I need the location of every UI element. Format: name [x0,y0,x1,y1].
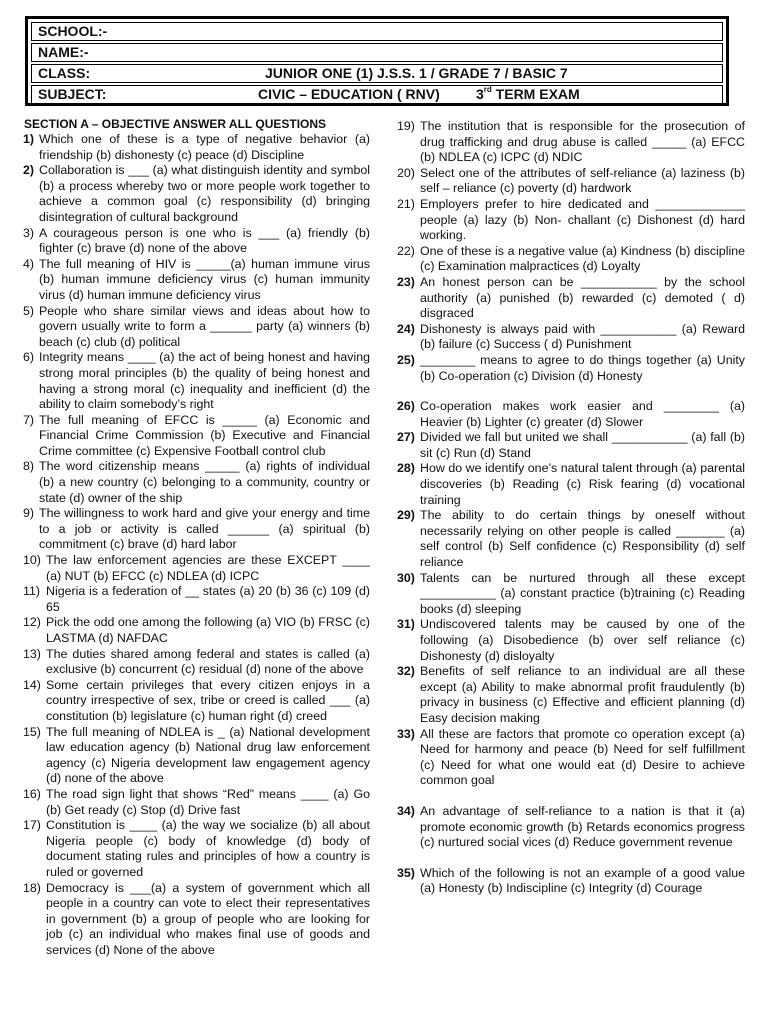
question-item [397,617,745,664]
question-item [23,678,370,725]
question-text: Constitution is ____ (a) the way we socialize (b) all about Nigeria people (c) body of knowledge (d) body of document stating rules and principles of how a country is ruled or governed [46,818,370,879]
term-number: 3 [476,86,484,102]
question-text: Divided we fall but united we shall ___________ (a) fall (b) sit (c) Run (d) Stand [420,430,745,460]
question-number: 12) [23,615,41,630]
question-text: Select one of the attributes of self-reliance (a) laziness (b) self – reliance (c) poverty (d) hardwork [420,165,745,196]
question-number: 28) [397,461,415,476]
question-text: Co-operation makes work easier and ________ (a) Heavier (b) Lighter (c) greater (d) Slower [420,399,745,429]
question-item [397,571,745,618]
question-number: 2) [23,163,35,178]
question-item [23,615,370,646]
question-item [397,275,745,322]
question-number: 3) [23,225,35,240]
term-rest: TERM EXAM [491,86,580,102]
question-item [397,166,745,197]
question-text: The willingness to work hard and give your energy and time to a job or activity is called ______ (a) spiritual (b) commitment (c) brave (d) hard labor [39,506,370,552]
subject-row [31,85,723,104]
question-text: Collaboration is ___ (a) what distinguish identity and symbol (b) a process whereby two or more people work together to achieve a common goal (c) responsibility (d) bringing disintegration of cultural background [39,163,370,224]
question-item [397,508,745,570]
question-item [23,459,370,506]
question-number: 5) [23,303,35,318]
name-label: NAME:- [38,44,89,60]
question-item [397,461,745,508]
question-number: 30) [397,570,415,585]
question-text: The full meaning of EFCC is _____ (a) Economic and Financial Crime Commission (b) Executive and Financial Crime committee (c) Expensive Football control club [39,412,370,458]
question-item [397,244,745,275]
question-number: 6) [23,350,35,365]
header-box [25,16,729,106]
question-item [397,119,745,166]
question-item [23,413,370,460]
left-column [23,132,370,958]
question-text: The road sign light that shows “Red” means ____ (a) Go (b) Get ready (c) Stop (d) Drive fast [46,786,370,817]
question-number: 24) [397,321,415,336]
class-value: JUNIOR ONE (1) J.S.S. 1 / GRADE 7 / BASIC 7 [265,65,568,81]
question-text: The full meaning of NDLEA is _ (a) National development law education agency (b) National drug law enforcement agency (c) Nigeria development law engagement agency (d) none of the above [46,724,370,786]
question-text: The institution that is responsible for the prosecution of drug trafficking and drug abuse is called _____ (a) EFCC (b) NDLEA (c) ICPC (d) NDIC [420,119,745,165]
question-number: 4) [23,256,35,271]
question-text: Benefits of self reliance to an individual are all these except (a) Ability to make abnormal profit fraudulently (b) privacy in business (c) Effective and efficient planning (d) Easy decision making [420,664,745,725]
question-text: Employers prefer to hire dedicated and _____________ people (a) lazy (b) Non- challant (c) Dishonest (d) hard working. [420,196,745,243]
question-item [397,804,745,851]
question-item [23,881,370,959]
question-item [23,226,370,257]
question-number: 11) [23,584,40,599]
question-number: 29) [397,508,415,523]
question-number: 22) [397,243,415,258]
question-text: The duties shared among federal and states is called (a) exclusive (b) concurrent (c) residual (d) none of the above [46,646,370,677]
question-item [397,430,745,461]
question-item [23,647,370,678]
question-number: 15) [23,724,41,739]
question-item [397,353,745,384]
question-text: Democracy is ___(a) a system of government which all people in a country can vote to elect their representatives in government (b) a group of people who are looking for job (c) an individual who makes final use of goods and services (d) None of the above [46,880,370,957]
spacer [397,851,745,866]
question-item [23,787,370,818]
question-text: Pick the odd one among the following (a) VIO (b) FRSC (c) LASTMA (d) NAFDAC [46,615,370,645]
question-number: 26) [397,399,415,414]
question-text: Which of the following is not an example of a good value (a) Honesty (b) Indiscipline (c) Integrity (d) Courage [420,865,745,896]
question-number: 8) [23,459,35,474]
question-item [23,818,370,880]
question-text: One of these is a negative value (a) Kindness (b) discipline (c) Examination malpractices (d) Loyalty [420,243,745,274]
question-item [397,399,745,430]
question-number: 7) [23,412,35,427]
question-text: An honest person can be ___________ by the school authority (a) punished (b) rewarded (c) demoted ( d) disgraced [420,274,745,321]
name-row [31,43,723,62]
question-number: 35) [397,865,415,880]
question-text: Dishonesty is always paid with ___________ (a) Reward (b) failure (c) Success ( d) Punishment [420,321,745,352]
question-number: 23) [397,274,415,289]
question-text: How do we identify one’s natural talent through (a) parental discoveries (b) Reading (c) Risk fearing (d) vocational training [420,461,745,507]
question-text: All these are factors that promote co operation except (a) Need for harmony and peace (b) Need for self fulfillment (c) Need for what one would eat (d) Desire to achieve common goal [420,726,745,788]
question-text: The law enforcement agencies are these EXCEPT ____ (a) NUT (b) EFCC (c) NDLEA (d) ICPC [46,553,370,583]
question-text: An advantage of self-reliance to a nation is that it (a) promote economic growth (b) Retards economics progress (c) nurtured social vices (d) Reduce government revenue [420,803,745,850]
question-text: People who share similar views and ideas about how to govern usually write to form a ______ party (a) winners (b) beach (c) club (d) political [39,303,370,349]
question-item [23,304,370,351]
question-item [23,725,370,787]
question-number: 25) [397,352,415,367]
term-label [476,86,580,103]
question-item [23,132,370,163]
question-number: 14) [23,677,41,692]
question-item [23,553,370,584]
class-row [31,64,723,83]
question-number: 10) [23,553,41,568]
spacer [397,789,745,804]
question-number: 32) [397,664,415,679]
question-item [23,257,370,304]
question-number: 34) [397,803,415,818]
question-number: 27) [397,430,415,445]
term-suffix: rd [483,85,492,94]
question-number: 31) [397,617,415,632]
question-number: 1) [23,132,35,146]
question-item [23,506,370,553]
subject-value: CIVIC – EDUCATION ( RNV) [258,86,440,102]
subject-label: SUBJECT: [38,86,107,102]
school-row [31,22,723,41]
section-heading: SECTION A – OBJECTIVE ANSWER ALL QUESTIONS [24,117,327,131]
question-number: 20) [397,165,415,180]
question-number: 21) [397,196,415,211]
question-number: 13) [23,646,41,661]
question-item [23,163,370,225]
question-number: 19) [397,119,415,133]
question-text: Nigeria is a federation of __ states (a) 20 (b) 36 (c) 109 (d) 65 [46,584,370,614]
question-item [397,866,745,897]
question-number: 33) [397,726,415,741]
question-text: Talents can be nurtured through all these except ___________ (a) constant practice (b)training (c) Reading books (d) sleeping [420,570,745,616]
question-item [397,664,745,726]
question-text: The full meaning of HIV is _____(a) human immune virus (b) human immune deficiency virus (c) human immunity virus (d) human immune deficiency virus [39,256,370,302]
question-text: Some certain privileges that every citizen enjoys in a country irrespective of sex, tribe or creed is called ___ (a) constitution (b) legislature (c) human right (d) creed [46,677,370,723]
question-number: 16) [23,786,41,801]
school-label: SCHOOL:- [38,23,108,39]
question-text: Integrity means ____ (a) the act of being honest and having strong moral principles (b) the quality of being honest and having a strong moral (c) inequality and inefficient (d) the ability to claim somebody’s right [39,350,370,412]
question-item [397,322,745,353]
question-item [397,197,745,244]
question-item [23,584,370,615]
question-item [23,350,370,412]
question-text: A courageous person is one who is ___ (a) friendly (b) fighter (c) brave (d) none of the above [39,225,370,256]
right-column [397,119,745,897]
question-text: ________ means to agree to do things together (a) Unity (b) Co-operation (c) Division (d) Honesty [420,352,745,383]
question-number: 9) [23,506,35,521]
class-label: CLASS: [38,65,91,81]
question-item [397,727,745,789]
question-text: Which one of these is a type of negative behavior (a) friendship (b) dishonesty (c) peace (d) Discipline [39,132,370,162]
question-number: 18) [23,880,41,895]
question-text: Undiscovered talents may be caused by one of the following (a) Disobedience (b) over self reliance (c) Dishonesty (d) disloyalty [420,617,745,663]
question-text: The word citizenship means _____ (a) rights of individual (b) a new country (c) belonging to a community, country or state (d) owner of the ship [39,459,370,505]
spacer [397,384,745,399]
question-number: 17) [23,818,41,833]
question-text: The ability to do certain things by oneself without necessarily relying on other people is called _______ (a) self control (b) Self confidence (c) Responsibility (d) self reliance [420,508,745,570]
